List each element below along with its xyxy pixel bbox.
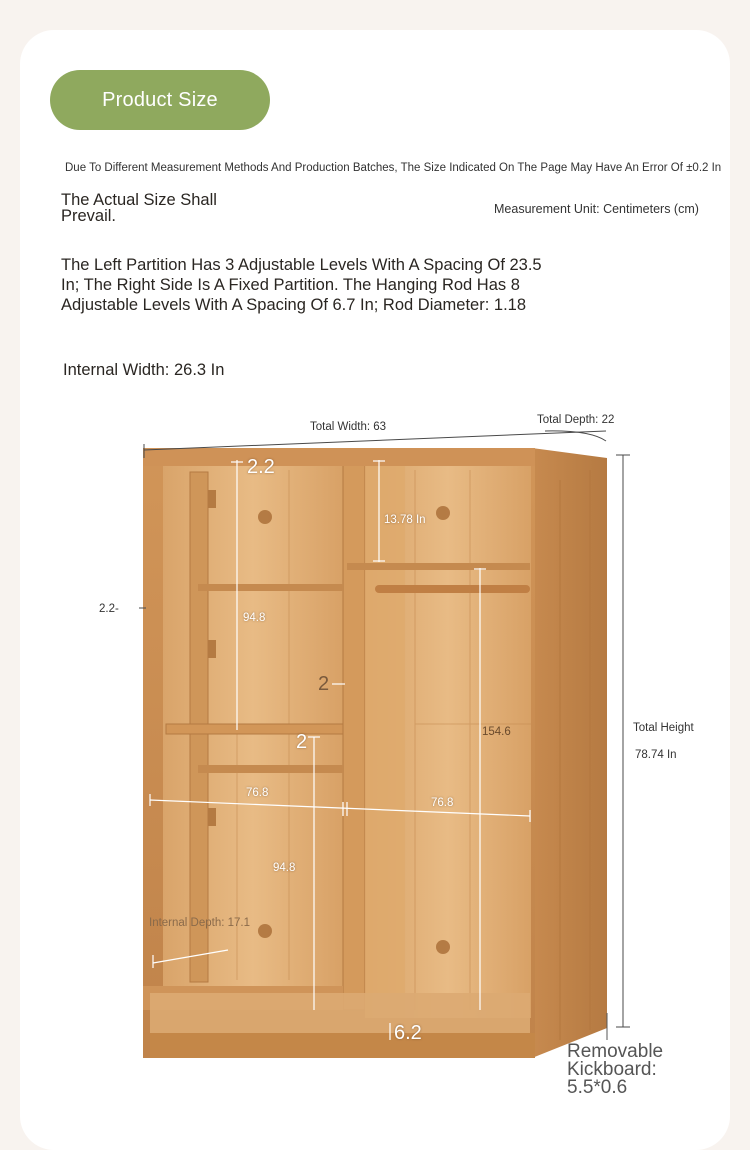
hanging-rod (375, 585, 530, 593)
internal-width: Internal Width: 26.3 In (63, 361, 225, 379)
measurement-error-note: Due To Different Measurement Methods And Production Batches, The Size Indicated On The Page May Have An Error Of ±0.2 In (65, 162, 722, 174)
partition-thickness-label: 2 (318, 673, 330, 695)
bottom-panel (150, 993, 530, 1033)
lower-shelf-height-label: 94.8 (273, 862, 296, 874)
partition-description: The Left Partition Has 3 Adjustable Levels With A Spacing Of 23.5 In; The Right Side Is A Fixed Partition. The Hanging Rod Has 8 Adjustable Levels With A Spacing Of 6.7 In; Rod Diameter: 1.18 (61, 256, 542, 314)
total-depth-label: Total Depth: 22 (537, 414, 615, 426)
total-height-value: 78.74 In (635, 749, 677, 761)
upper-shelf-height-label: 94.8 (243, 612, 266, 624)
side-thickness-label: 2.2- (99, 603, 119, 615)
kickboard (150, 1033, 535, 1058)
total-depth-line (545, 431, 606, 441)
right-width-label: 76.8 (431, 797, 454, 809)
upper-shelf (198, 584, 343, 591)
total-height-label: Total Height (633, 722, 694, 734)
right-height-label: 154.6 (482, 726, 511, 738)
shelf-thickness-label: 2 (296, 731, 308, 753)
left-width-label: 76.8 (246, 787, 269, 799)
total-width-label: Total Width: 63 (310, 421, 387, 433)
top-thickness-label: 2.2 (247, 456, 275, 478)
internal-depth-label: Internal Depth: 17.1 (149, 917, 251, 929)
total-width-line (144, 431, 606, 450)
product-size-badge: Product Size (50, 70, 270, 130)
top-gap-label: 13.78 In (384, 514, 426, 526)
kickboard-label: Removable Kickboard: 5.5*0.6 (567, 1041, 664, 1098)
right-shelf (347, 563, 530, 570)
middle-shelf (166, 724, 343, 734)
center-partition (343, 462, 365, 1010)
top-panel (143, 448, 535, 466)
measurement-unit: Measurement Unit: Centimeters (cm) (494, 202, 699, 216)
kick-height-label: 6.2 (394, 1022, 422, 1044)
side-panel (532, 448, 607, 1058)
actual-size-note: The Actual Size Shall Prevail. (61, 191, 217, 225)
lower-rail (198, 765, 343, 773)
